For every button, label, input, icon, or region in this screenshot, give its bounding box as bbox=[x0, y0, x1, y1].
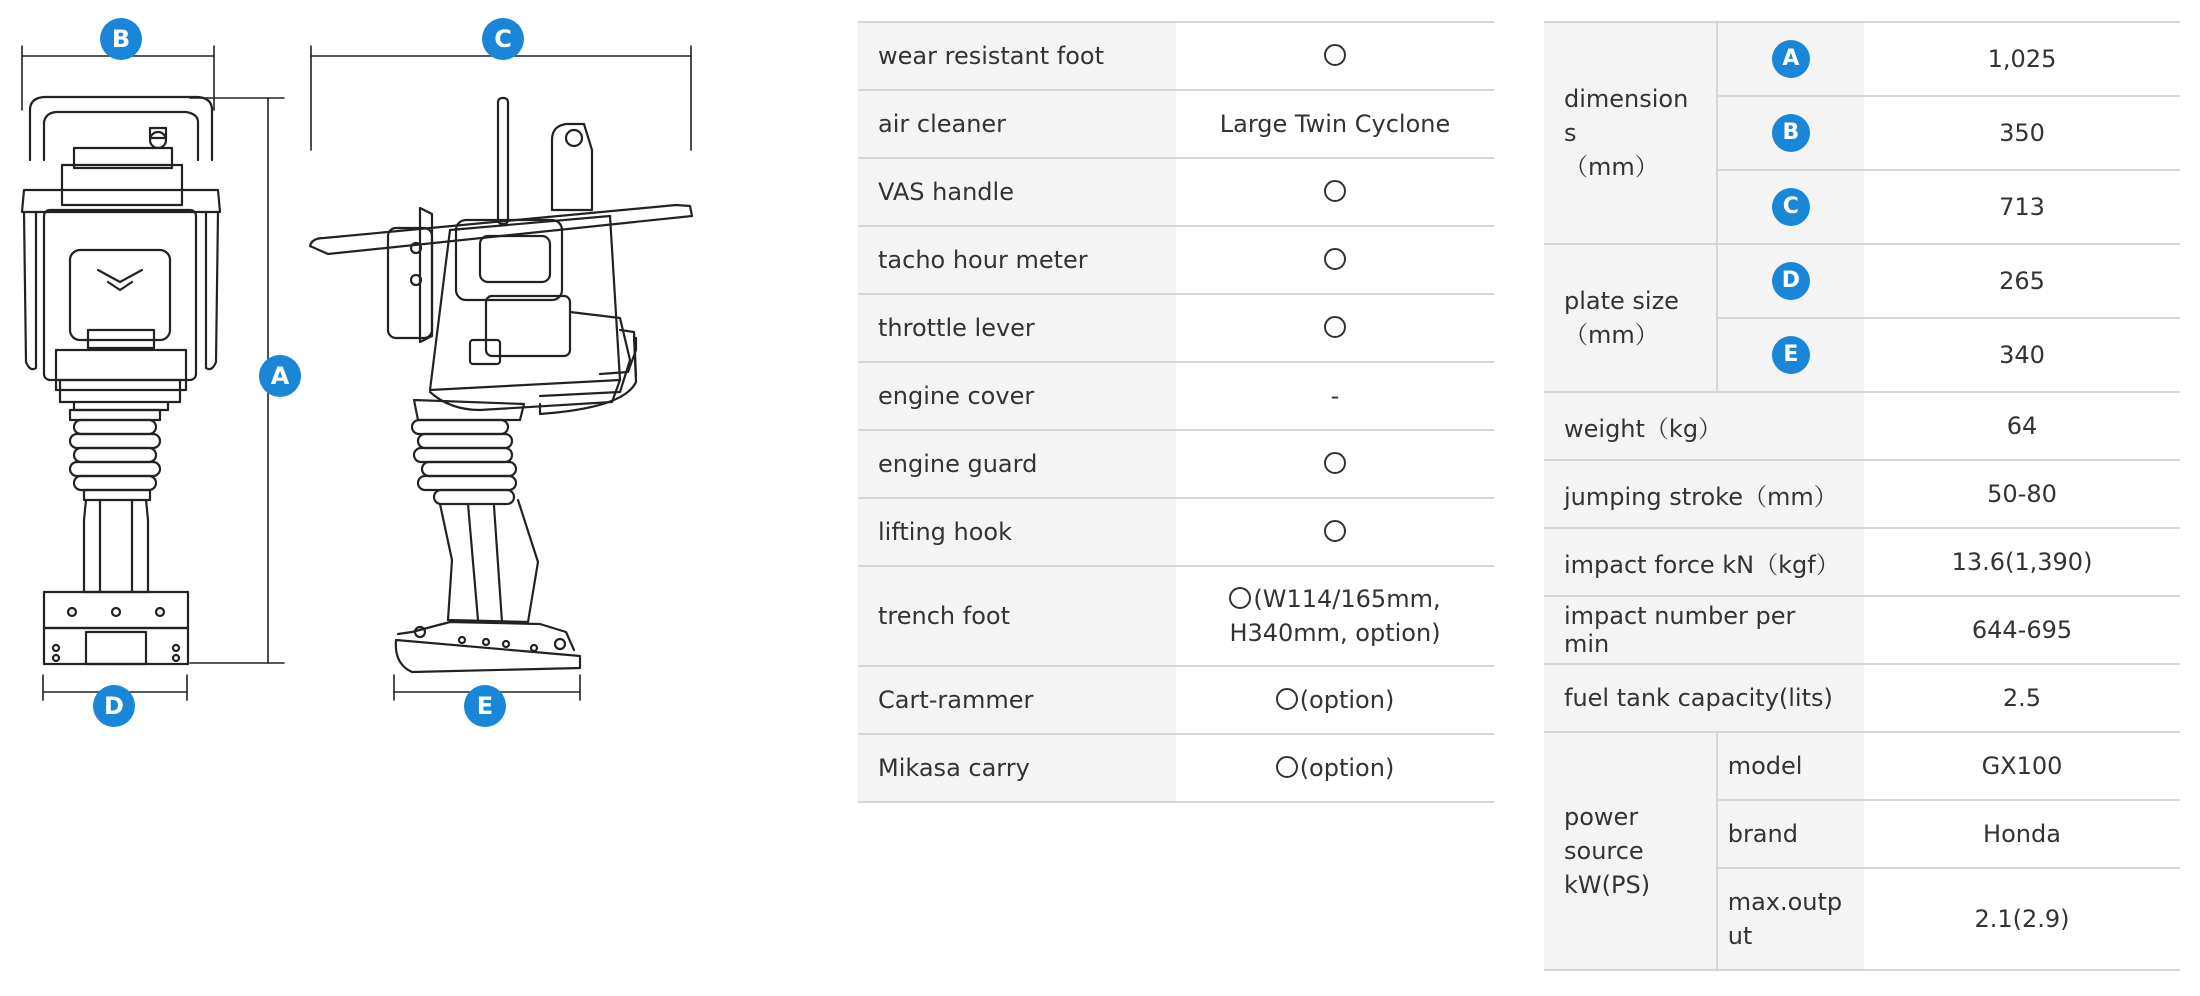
spec-value: 265 bbox=[1864, 244, 2180, 318]
circle-mark-icon bbox=[1324, 180, 1346, 202]
dimension-marker-a: A bbox=[259, 355, 301, 397]
feature-label: VAS handle bbox=[858, 158, 1176, 226]
feature-value bbox=[1176, 566, 1494, 666]
spec-label: weight（kg） bbox=[1544, 392, 1864, 460]
rammer-dimension-diagram bbox=[0, 0, 830, 996]
spec-value: 340 bbox=[1864, 318, 2180, 392]
table-row bbox=[858, 90, 1494, 158]
spec-value: 2.1(2.9) bbox=[1864, 868, 2180, 970]
spec-label: impact force kN（kgf） bbox=[1544, 528, 1864, 596]
circle-mark-icon bbox=[1324, 452, 1346, 474]
table-row bbox=[1544, 528, 2180, 596]
feature-label: air cleaner bbox=[858, 90, 1176, 158]
table-row bbox=[1544, 244, 2180, 318]
group-label-dimensions: dimension s （mm） bbox=[1544, 22, 1717, 244]
marker-cell bbox=[1717, 244, 1864, 318]
table-row bbox=[858, 566, 1494, 666]
table-row bbox=[858, 666, 1494, 734]
spec-sublabel: model bbox=[1717, 732, 1864, 800]
dimension-badge-d: D bbox=[1772, 262, 1810, 300]
dimension-badge-b: B bbox=[1772, 114, 1810, 152]
spec-label: jumping stroke（mm） bbox=[1544, 460, 1864, 528]
marker-cell bbox=[1717, 170, 1864, 244]
feature-value bbox=[1176, 22, 1494, 90]
spec-value: 350 bbox=[1864, 96, 2180, 170]
features-table bbox=[858, 21, 1494, 803]
spec-label: impact number per min bbox=[1544, 596, 1864, 664]
spec-value: 2.5 bbox=[1864, 664, 2180, 732]
feature-value bbox=[1176, 226, 1494, 294]
feature-value: - bbox=[1176, 362, 1494, 430]
table-row bbox=[1544, 596, 2180, 664]
circle-mark-icon bbox=[1324, 520, 1346, 542]
feature-value: Large Twin Cyclone bbox=[1176, 90, 1494, 158]
table-row bbox=[858, 498, 1494, 566]
spec-value: Honda bbox=[1864, 800, 2180, 868]
dimension-marker-e: E bbox=[464, 685, 506, 727]
table-row bbox=[858, 294, 1494, 362]
group-label-plate-size: plate size （mm） bbox=[1544, 244, 1717, 392]
spec-value: 1,025 bbox=[1864, 22, 2180, 96]
table-row bbox=[1544, 732, 2180, 800]
table-row bbox=[858, 226, 1494, 294]
spec-value: 644-695 bbox=[1864, 596, 2180, 664]
circle-mark-icon bbox=[1229, 587, 1251, 609]
feature-value bbox=[1176, 430, 1494, 498]
feature-value bbox=[1176, 498, 1494, 566]
group-label-power-source: power source kW(PS) bbox=[1544, 732, 1717, 970]
table-row bbox=[858, 158, 1494, 226]
dimension-marker-b: B bbox=[100, 18, 142, 60]
marker-cell bbox=[1717, 318, 1864, 392]
spec-value: 50-80 bbox=[1864, 460, 2180, 528]
dimension-marker-c: C bbox=[482, 18, 524, 60]
dimension-badge-a: A bbox=[1772, 40, 1810, 78]
spec-sublabel: brand bbox=[1717, 800, 1864, 868]
spec-value: 13.6(1,390) bbox=[1864, 528, 2180, 596]
feature-label: engine cover bbox=[858, 362, 1176, 430]
spec-value: GX100 bbox=[1864, 732, 2180, 800]
circle-mark-icon bbox=[1324, 316, 1346, 338]
table-row bbox=[1544, 460, 2180, 528]
dimension-badge-e: E bbox=[1772, 336, 1810, 374]
spec-value: 64 bbox=[1864, 392, 2180, 460]
marker-cell bbox=[1717, 96, 1864, 170]
feature-label: tacho hour meter bbox=[858, 226, 1176, 294]
table-row bbox=[858, 734, 1494, 802]
spec-sublabel: max.outp ut bbox=[1717, 868, 1864, 970]
feature-label: trench foot bbox=[858, 566, 1176, 666]
value-line: (W114/165mm, bbox=[1253, 585, 1441, 613]
marker-cell bbox=[1717, 22, 1864, 96]
circle-mark-icon bbox=[1276, 688, 1298, 710]
feature-label: engine guard bbox=[858, 430, 1176, 498]
side-view bbox=[310, 98, 692, 672]
dimension-marker-d: D bbox=[93, 685, 135, 727]
feature-label: throttle lever bbox=[858, 294, 1176, 362]
value-line: H340mm, option) bbox=[1229, 619, 1441, 647]
dimension-badge-c: C bbox=[1772, 188, 1810, 226]
table-row bbox=[1544, 664, 2180, 732]
table-row bbox=[1544, 392, 2180, 460]
circle-mark-icon bbox=[1324, 248, 1346, 270]
feature-value: (option) bbox=[1176, 734, 1494, 802]
feature-value bbox=[1176, 158, 1494, 226]
table-row bbox=[858, 22, 1494, 90]
specifications-table bbox=[1544, 21, 2180, 971]
spec-label: fuel tank capacity(lits) bbox=[1544, 664, 1864, 732]
spec-value: 713 bbox=[1864, 170, 2180, 244]
circle-mark-icon bbox=[1276, 756, 1298, 778]
feature-value bbox=[1176, 294, 1494, 362]
feature-label: Cart-rammer bbox=[858, 666, 1176, 734]
table-row bbox=[858, 362, 1494, 430]
feature-label: lifting hook bbox=[858, 498, 1176, 566]
circle-mark-icon bbox=[1324, 44, 1346, 66]
table-row bbox=[858, 430, 1494, 498]
feature-value: (option) bbox=[1176, 666, 1494, 734]
front-view bbox=[22, 97, 220, 664]
feature-label: wear resistant foot bbox=[858, 22, 1176, 90]
feature-label: Mikasa carry bbox=[858, 734, 1176, 802]
table-row bbox=[1544, 22, 2180, 96]
